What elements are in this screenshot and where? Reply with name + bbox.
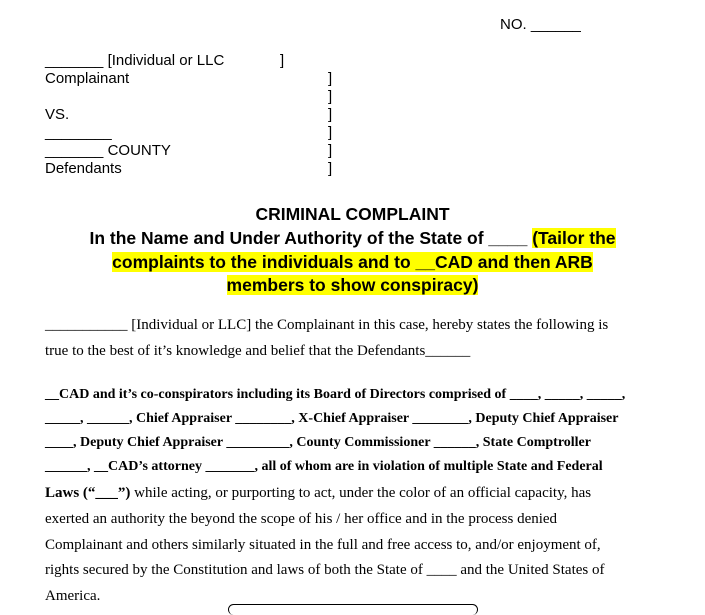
caption-bracket: ] <box>328 70 333 87</box>
caption-bracket: ] <box>328 124 333 141</box>
caption-bracket: ] <box>328 106 333 123</box>
highlighted-note: (Tailor the <box>532 228 616 248</box>
allegation-line-2: _____, ______, Chief Appraiser ________, X-Chief Appraiser ________, Deputy Chief Appraiser <box>45 411 619 426</box>
highlighted-note: members to show conspiracy) <box>226 275 479 295</box>
county-line: _______ COUNTY <box>45 142 171 159</box>
allegation-line-1: __CAD and it’s co-conspirators including its Board of Directors comprised of ____, _____, _____, <box>45 387 626 402</box>
allegation-line-5-text: while acting, or purporting to act, under the color of an official capacity, has <box>130 485 592 501</box>
intro-line-1: ___________ [Individual or LLC] the Complainant in this case, hereby states the following is <box>45 317 609 333</box>
laws-reference: Laws (“___”) <box>45 485 131 501</box>
caption-bracket: ] <box>328 88 333 105</box>
complainant-blank-line: _______ [Individual or LLC <box>45 52 225 69</box>
allegation-line-4: ______, __CAD’s attorney _______, all of whom are in violation of multiple State and Federal <box>45 459 603 474</box>
versus-label: VS. <box>45 106 70 123</box>
defendant-blank-line: ________ <box>45 124 112 141</box>
caption-bracket: ] <box>280 52 285 69</box>
complainant-label: Complainant <box>45 70 130 87</box>
title-line-1 <box>0 227 705 250</box>
title-state-authority: In the Name and Under Authority of the State of ____ <box>89 228 533 248</box>
defendants-label: Defendants <box>45 160 122 177</box>
caption-bracket: ] <box>328 142 333 159</box>
allegation-line-9: America. <box>45 588 101 604</box>
highlighted-note: complaints to the individuals and to __CAD and then ARB <box>112 252 593 272</box>
case-number: NO. ______ <box>500 16 581 33</box>
allegation-line-8: rights secured by the Constitution and laws of both the State of ____ and the United States of <box>45 562 605 578</box>
allegation-line-6: exerted an authority the beyond the scope of his / her office and in the process denied <box>45 511 558 527</box>
allegation-line-7: Complainant and others similarly situated in the full and free access to, and/or enjoyment of, <box>45 537 601 553</box>
title-line-3 <box>0 274 705 297</box>
document-heading: CRIMINAL COMPLAINT <box>255 204 450 224</box>
intro-line-2: true to the best of it’s knowledge and belief that the Defendants______ <box>45 343 471 359</box>
allegation-line-5 <box>45 484 591 502</box>
allegation-line-3: ____, Deputy Chief Appraiser _________, County Commissioner ______, State Comptroller <box>45 435 591 450</box>
caption-bracket: ] <box>328 160 333 177</box>
title-line-2 <box>0 251 705 274</box>
bottom-box-edge <box>228 604 478 615</box>
